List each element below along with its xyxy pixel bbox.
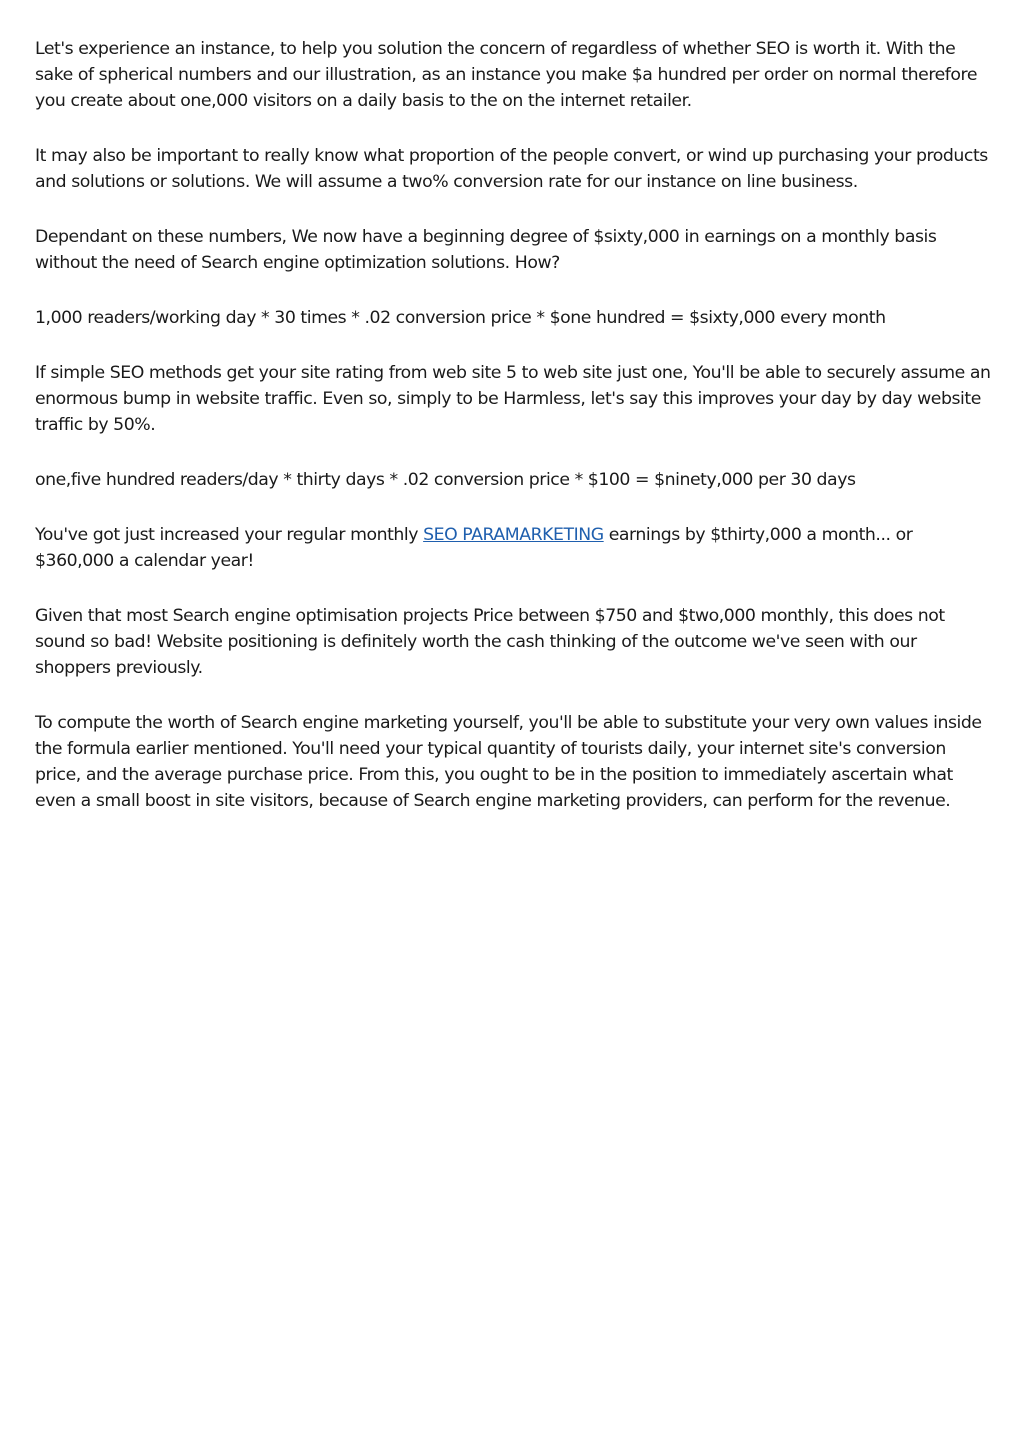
paragraph-increase (35, 522, 995, 574)
increase-text-before: You've got just increased your regular monthly (35, 525, 424, 545)
article-body (35, 36, 995, 843)
increase-text-after: earnings by $thirty,000 a month... or $360,000 a calendar year! (35, 525, 913, 571)
paragraph-baseline: Dependant on these numbers, We now have a beginning degree of $sixty,000 in earnings on a monthly basis without the need of Search engine optimization solutions. How? (35, 227, 937, 273)
paragraph-conversion: It may also be important to really know what proportion of the people convert, or wind up purchasing your products and solutions or solutions. We will assume a two% conversion rate for our instance on line business. (35, 146, 988, 192)
paragraph-intro: Let's experience an instance, to help you solution the concern of regardless of whether SEO is worth it. With the sake of spherical numbers and our illustration, as an instance you make $a hundred per order on normal therefore you create about one,000 visitors on a daily basis to the on the internet retailer. (35, 39, 978, 111)
paragraph-compute: To compute the worth of Search engine marketing yourself, you'll be able to substitute your very own values inside the formula earlier mentioned. You'll need your typical quantity of tourists daily, your internet site's conversion price, and the average purchase price. From this, you ought to be in the position to immediately ascertain what even a small boost in site visitors, because of Search engine marketing providers, can perform for the revenue. (35, 713, 982, 811)
paragraph-formula-baseline: 1,000 readers/working day * 30 times * .02 conversion price * $one hundred = $sixty,000 every month (35, 308, 886, 328)
seo-paramarketing-link[interactable]: SEO PARAMARKETING (423, 525, 604, 545)
paragraph-seo-bump: If simple SEO methods get your site rating from web site 5 to web site just one, You'll be able to securely assume an enormous bump in website traffic. Even so, simply to be Harmless, let's say this improves your day by day website traffic by 50%. (35, 363, 991, 435)
paragraph-cost: Given that most Search engine optimisation projects Price between $750 and $two,000 monthly, this does not sound so bad! Website positioning is definitely worth the cash thinking of the outcome we've seen with our shoppers previously. (35, 606, 945, 678)
paragraph-formula-improved: one,five hundred readers/day * thirty days * .02 conversion price * $100 = $ninety,000 per 30 days (35, 470, 856, 490)
